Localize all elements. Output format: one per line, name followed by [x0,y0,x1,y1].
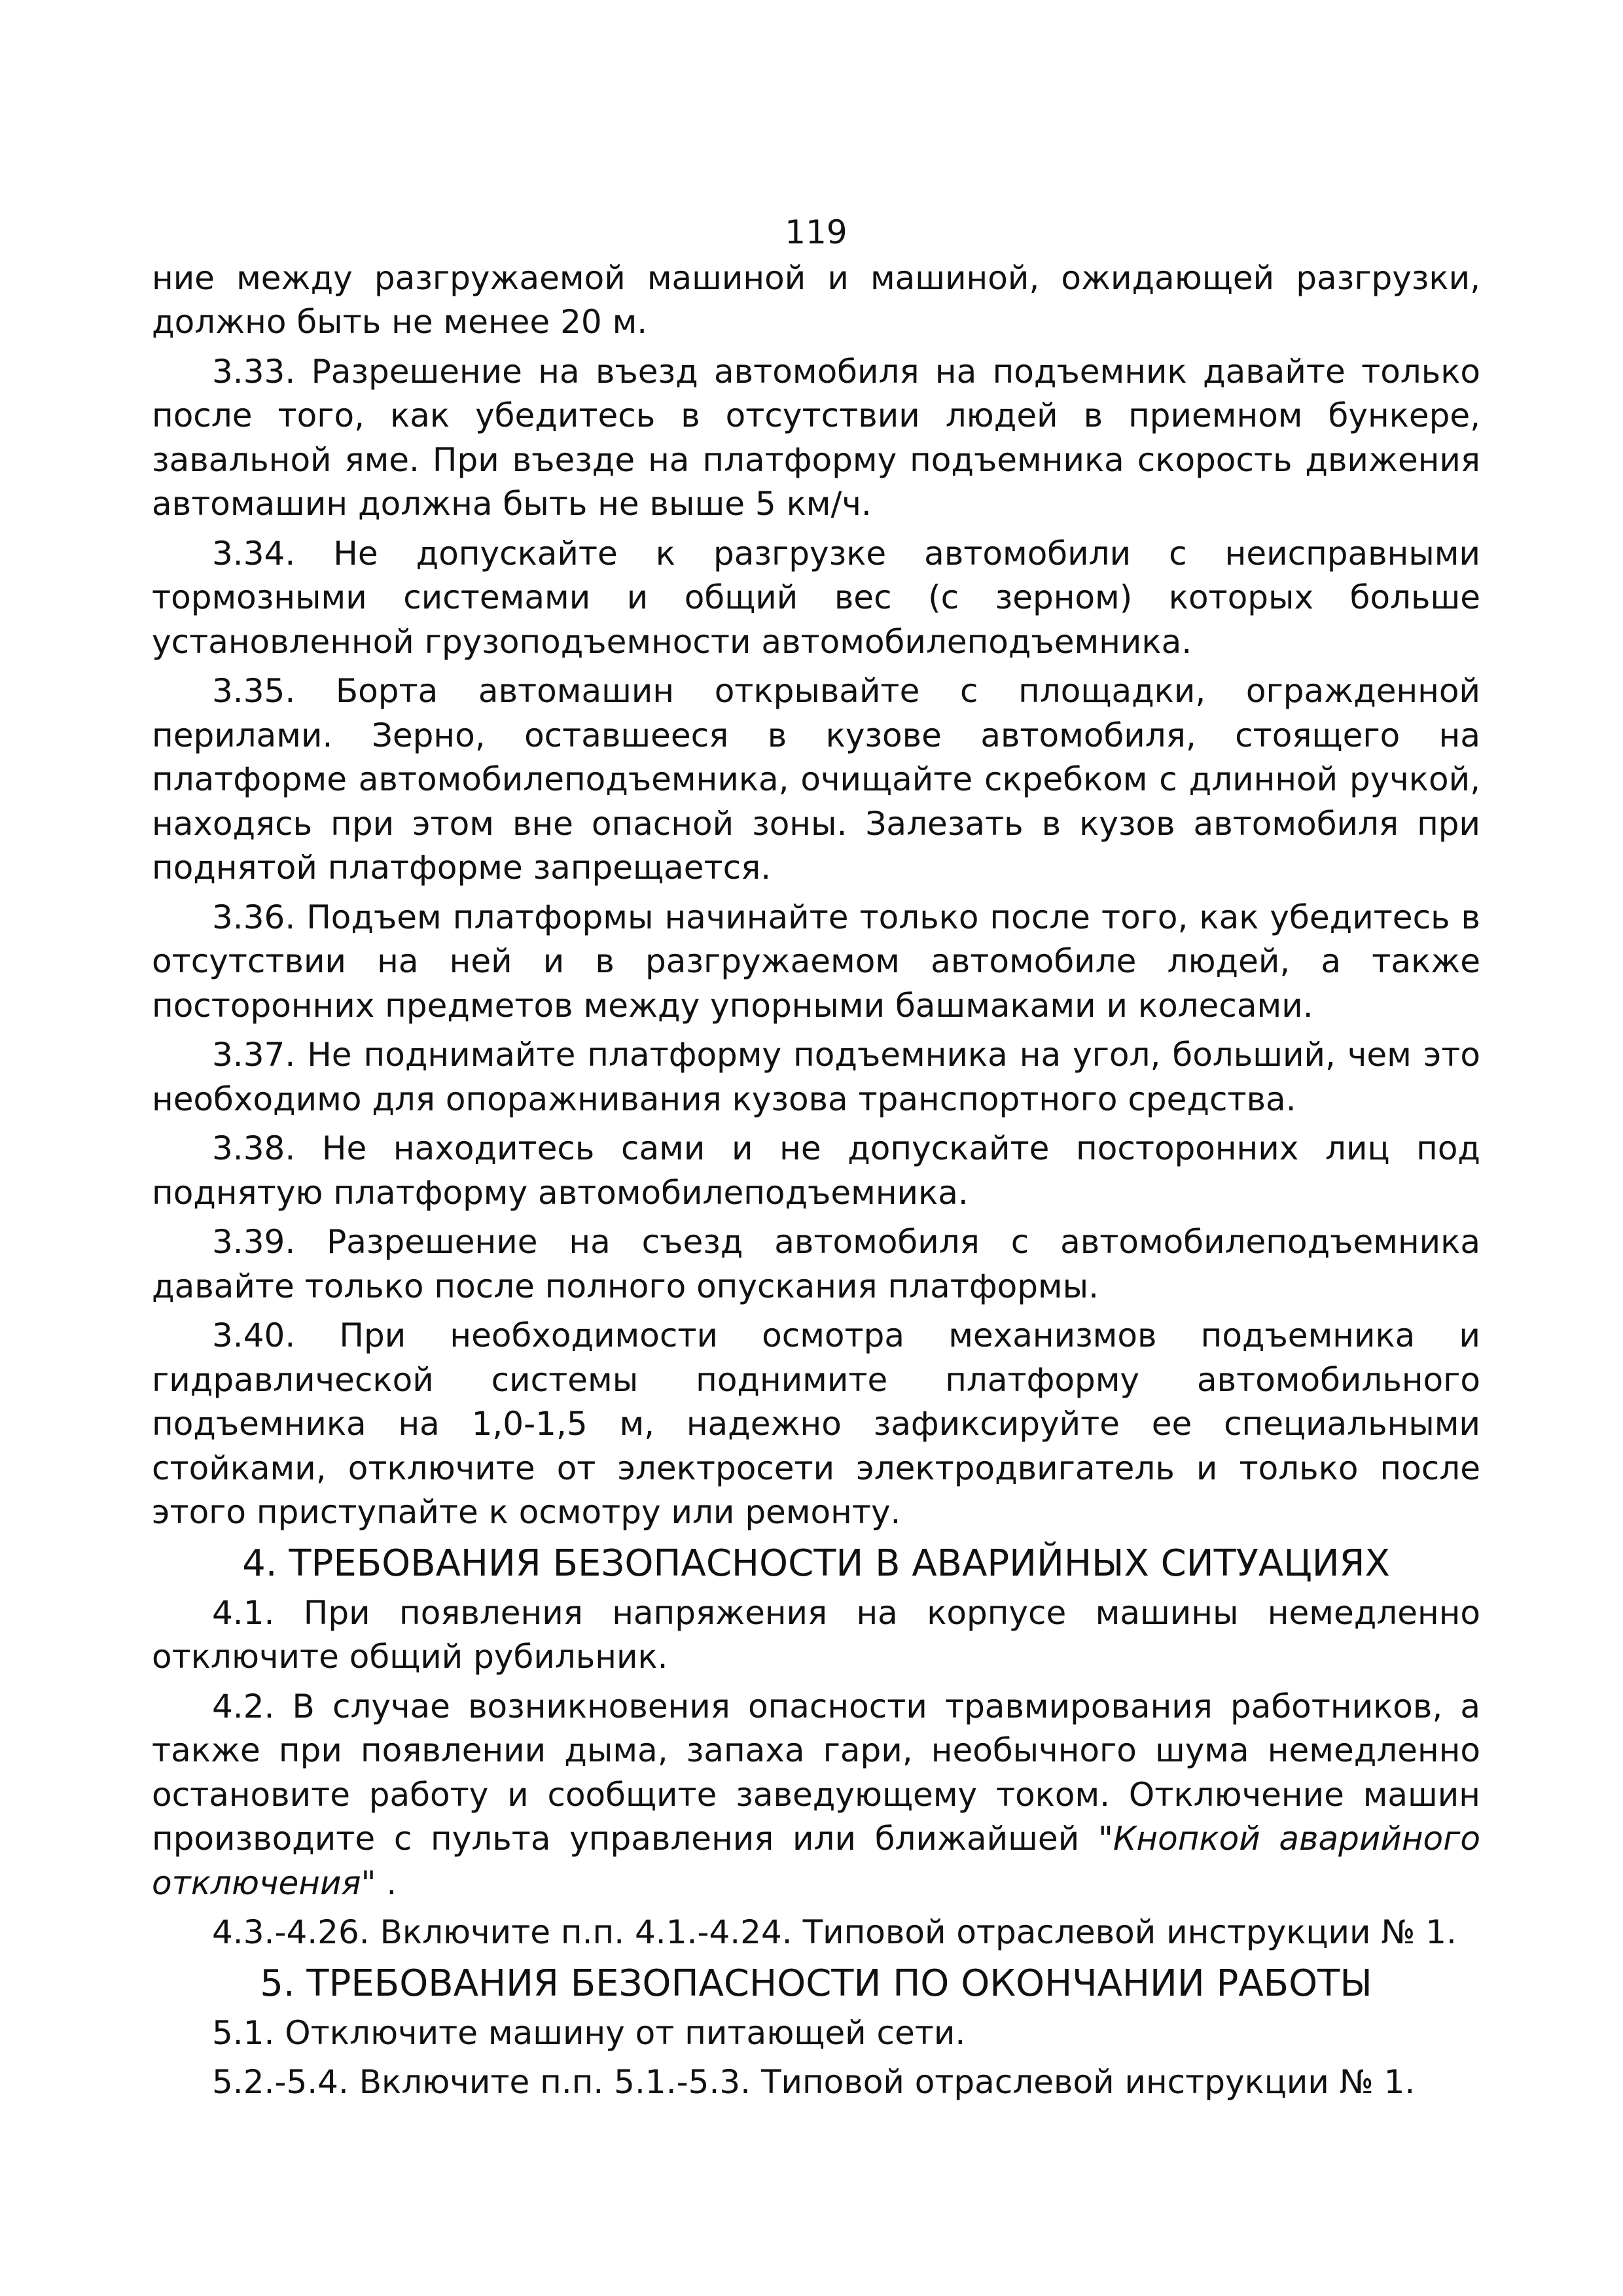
paragraph-4-2-text: 4.2. В случае возникновения опасности травмирования работников, а также при появлении дыма, запаха гари, необычного шума немедленно остановите работу и сообщите заведующему током. Отключение машин производите с пульта управления или ближайшей [152,1687,1480,1858]
paragraph-3-34: 3.34. Не допускайте к разгрузке автомобили с неисправными тормозными системами и общий вес (с зерном) которых больше установленной грузоподъемности автомобилеподъемника. [152,534,1480,661]
paragraph-3-38: 3.38. Не находитесь сами и не допускайте посторонних лиц под поднятую платформу автомобилеподъемника. [152,1129,1480,1212]
paragraph-4-2 [152,1685,1480,1906]
paragraph-4-2-end: . [376,1863,397,1902]
paragraph-3-35: 3.35. Борта автомашин открывайте с площадки, огражденной перилами. Зерно, оставшееся в кузове автомобиля, стоящего на платформе автомобилеподъемника, очищайте скребком с длинной ручкой, находясь при этом вне опасной зоны. Залезать в кузов автомобиля при поднятой платформе запрещается. [152,672,1480,887]
paragraph-3-37: 3.37. Не поднимайте платформу подъемника на угол, больший, чем это необходимо для опоражнивания кузова транспортного средства. [152,1036,1480,1118]
section-heading-5: 5. ТРЕБОВАНИЯ БЕЗОПАСНОСТИ ПО ОКОНЧАНИИ РАБОТЫ [260,1962,1372,2005]
paragraph-3-36: 3.36. Подъем платформы начинайте только после того, как убедитесь в отсутствии на ней и в разгружаемом автомобиле людей, а также посторонних предметов между упорными башмаками и колесами. [152,898,1480,1025]
page-number: 119 [785,213,847,251]
paragraph-4-1: 4.1. При появления напряжения на корпусе машины немедленно отключите общий рубильник. [152,1593,1480,1676]
paragraph-3-40: 3.40. При необходимости осмотра механизмов подъемника и гидравлической системы поднимите платформу автомобильного подъемника на 1,0-1,5 м, надежно зафиксируйте ее специальными стойками, отключите от электросети электродвигатель и только после этого приступайте к осмотру или ремонту. [152,1316,1480,1531]
paragraph-continuation: ние между разгружаемой машиной и машиной, ожидающей разгрузки, должно быть не менее 20 м. [152,258,1480,341]
paragraph-4-3: 4.3.-4.26. Включите п.п. 4.1.-4.24. Типовой отраслевой инструкции № 1. [212,1913,1457,1951]
paragraph-5-2: 5.2.-5.4. Включите п.п. 5.1.-5.3. Типовой отраслевой инструкции № 1. [212,2063,1416,2101]
paragraph-3-39: 3.39. Разрешение на съезд автомобиля с автомобилеподъемника давайте только после полного опускания платформы. [152,1223,1480,1305]
section-heading-4: 4. ТРЕБОВАНИЯ БЕЗОПАСНОСТИ В АВАРИЙНЫХ СИТУАЦИЯХ [242,1542,1390,1585]
paragraph-5-1: 5.1. Отключите машину от питающей сети. [212,2013,966,2052]
document-page [152,211,1480,2110]
emergency-button-name: "Кнопкой аварийного отключения" [152,1820,1480,1902]
paragraph-3-33: 3.33. Разрешение на въезд автомобиля на подъемник давайте только после того, как убедитесь в отсутствии людей в приемном бункере, завальной яме. При въезде на платформу подъемника скорость движения автомашин должна быть не выше 5 км/ч. [152,352,1480,523]
